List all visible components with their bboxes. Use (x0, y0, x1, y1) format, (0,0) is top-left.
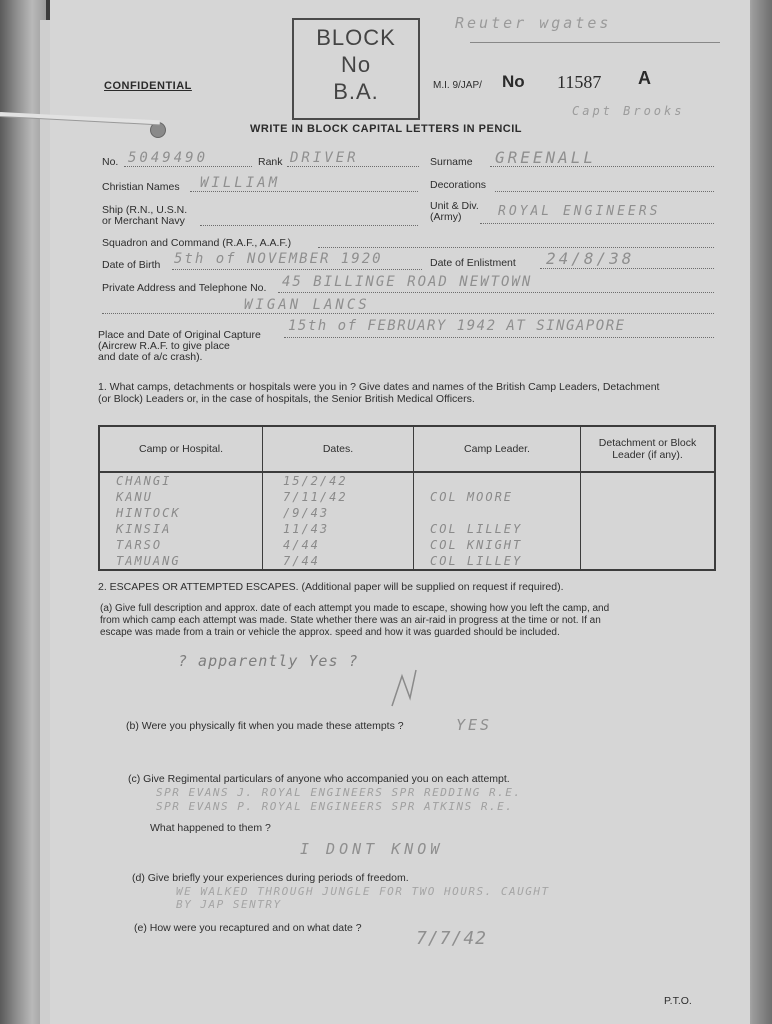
q2-a-text-2: from which camp each attempt was made. State whether there was an air-raid in progress at the time or not. If an (100, 615, 601, 626)
camp-leader (414, 505, 580, 521)
unit-label-1: Unit & Div. (430, 200, 479, 212)
camp-date: 11/43 (283, 522, 330, 536)
enlist-value: 24/8/38 (546, 249, 635, 268)
camp-leader: COL LILLEY (430, 522, 523, 536)
rank-line (287, 166, 419, 167)
q2-b-answer: YES (456, 716, 493, 734)
form-suffix: A (638, 68, 651, 88)
capture-label-1: Place and Date of Original Capture (98, 329, 261, 341)
camp-name: TARSO (116, 538, 163, 552)
camp-leader (414, 473, 580, 489)
squadron-label: Squadron and Command (R.A.F., A.A.F.) (102, 237, 292, 249)
camps-table (98, 425, 716, 571)
address-line-2 (102, 313, 714, 314)
stamp-line-2: No (340, 52, 372, 77)
capture-label-3: and date of a/c crash). (98, 351, 203, 363)
q2-a-text-1: (a) Give full description and approx. date of each attempt you made to escape, showing how you left the camp, and (100, 603, 610, 614)
q2-d-answer-2: BY JAP SENTRY (176, 898, 282, 911)
camp-name: KINSIA (116, 522, 172, 536)
decorations-label: Decorations (430, 179, 487, 191)
dob-label: Date of Birth (102, 259, 161, 271)
unit-value: ROYAL ENGINEERS (498, 204, 661, 219)
header-dates: Dates. (263, 426, 414, 472)
enlist-line (540, 268, 714, 269)
capture-label-2: (Aircrew R.A.F. to give place (98, 340, 230, 352)
q2-d-label: (d) Give briefly your experiences during periods of freedom. (132, 872, 409, 884)
camp-date: 7/11/42 (283, 490, 348, 504)
punch-hole (150, 122, 166, 138)
christian-label: Christian Names (102, 181, 180, 193)
number-prefix: No (502, 72, 525, 91)
capture-value: 15th of FEBRUARY 1942 AT SINGAPORE (288, 318, 626, 334)
q2-a-answer: ? apparently Yes ? (178, 652, 359, 670)
address-value-1: 45 BILLINGE ROAD NEWTOWN (282, 274, 533, 290)
q2-a-text-3: escape was made from a train or vehicle the approx. speed and how it was guarded should be included. (100, 627, 560, 638)
rank-label: Rank (258, 156, 283, 168)
instruction-heading: WRITE IN BLOCK CAPITAL LETTERS IN PENCIL (250, 123, 522, 135)
q2-e-answer: 7/7/42 (416, 928, 488, 949)
no-label: No. (102, 156, 119, 168)
camp-column (99, 472, 263, 570)
margin-note-top: Reuter wgates (455, 14, 612, 32)
christian-value: WILLIAM (200, 175, 281, 191)
q2-title: 2. ESCAPES OR ATTEMPTED ESCAPES. (Additional paper will be supplied on request if required). (98, 581, 564, 593)
surname-value: GREENALL (495, 148, 597, 167)
q2-b-label: (b) Were you physically fit when you made these attempts ? (126, 720, 404, 732)
stamp-line-3: B.A. (333, 79, 379, 104)
camp-date: 15/2/42 (283, 474, 348, 488)
unit-label-2: (Army) (430, 211, 462, 223)
enlist-label: Date of Enlistment (430, 257, 516, 269)
form-number: 11587 (557, 72, 602, 92)
camp-date: /9/43 (283, 506, 330, 520)
no-line (124, 166, 252, 167)
header-camp: Camp or Hospital. (99, 426, 263, 472)
address-label: Private Address and Telephone No. (102, 282, 267, 294)
q1-text-1: 1. What camps, detachments or hospitals were you in ? Give dates and names of the British Camp Leaders, Detachment (98, 381, 660, 393)
dates-column (263, 472, 414, 570)
camp-name: HINTOCK (116, 506, 181, 520)
dob-line (172, 269, 422, 270)
margin-strike (470, 42, 720, 43)
leader-column (414, 472, 581, 570)
header-detachment: Detachment or Block Leader (if any). (581, 426, 716, 472)
q2-e-label: (e) How were you recaptured and on what date ? (134, 922, 362, 934)
pto-label: P.T.O. (664, 995, 692, 1007)
camp-leader: COL KNIGHT (430, 538, 523, 552)
camp-name: TAMUANG (116, 554, 181, 568)
christian-line (190, 191, 418, 192)
block-stamp (292, 18, 420, 120)
camp-name: KANU (116, 490, 153, 504)
ship-label-1: Ship (R.N., U.S.N. (102, 204, 188, 216)
ship-line (200, 225, 418, 226)
stamp-line-1: BLOCK (316, 25, 396, 50)
camp-date: 4/44 (283, 538, 320, 552)
no-value: 5049490 (128, 150, 209, 166)
squadron-line (318, 247, 714, 248)
q2-c-answer-1: SPR EVANS J. ROYAL ENGINEERS SPR REDDING R.E. (156, 786, 522, 799)
surname-label: Surname (430, 156, 473, 168)
camp-date: 7/44 (283, 554, 320, 568)
camp-name: CHANGI (116, 474, 172, 488)
capture-line (284, 337, 714, 338)
camp-leader: COL MOORE (430, 490, 514, 504)
q2-c-label: (c) Give Regimental particulars of anyone who accompanied you on each attempt. (128, 773, 510, 785)
detachment-column (581, 472, 716, 570)
ref-label: M.I. 9/JAP/ (433, 80, 482, 91)
ship-label-2: or Merchant Navy (102, 215, 185, 227)
q2-c-what-answer: I DONT KNOW (300, 840, 444, 858)
surname-line (490, 166, 714, 167)
pen-mark (388, 668, 418, 708)
margin-note-mid: Capt Brooks (572, 104, 685, 118)
q2-c-answer-2: SPR EVANS P. ROYAL ENGINEERS SPR ATKINS R.E. (156, 800, 514, 813)
camp-leader: COL LILLEY (430, 554, 523, 568)
header-leader: Camp Leader. (414, 426, 581, 472)
confidential-label: CONFIDENTIAL (104, 80, 192, 92)
q1-text-2: (or Block) Leaders or, in the case of hospitals, the Senior British Medical Officers. (98, 393, 475, 405)
address-line-1 (278, 292, 714, 293)
q2-c-what-label: What happened to them ? (150, 822, 271, 834)
rank-value: DRIVER (290, 150, 359, 166)
unit-line (480, 223, 714, 224)
address-value-2: WIGAN LANCS (244, 297, 370, 313)
dob-value: 5th of NOVEMBER 1920 (174, 251, 383, 267)
q2-d-answer-1: WE WALKED THROUGH JUNGLE FOR TWO HOURS. CAUGHT (176, 885, 550, 898)
decorations-line (495, 191, 714, 192)
